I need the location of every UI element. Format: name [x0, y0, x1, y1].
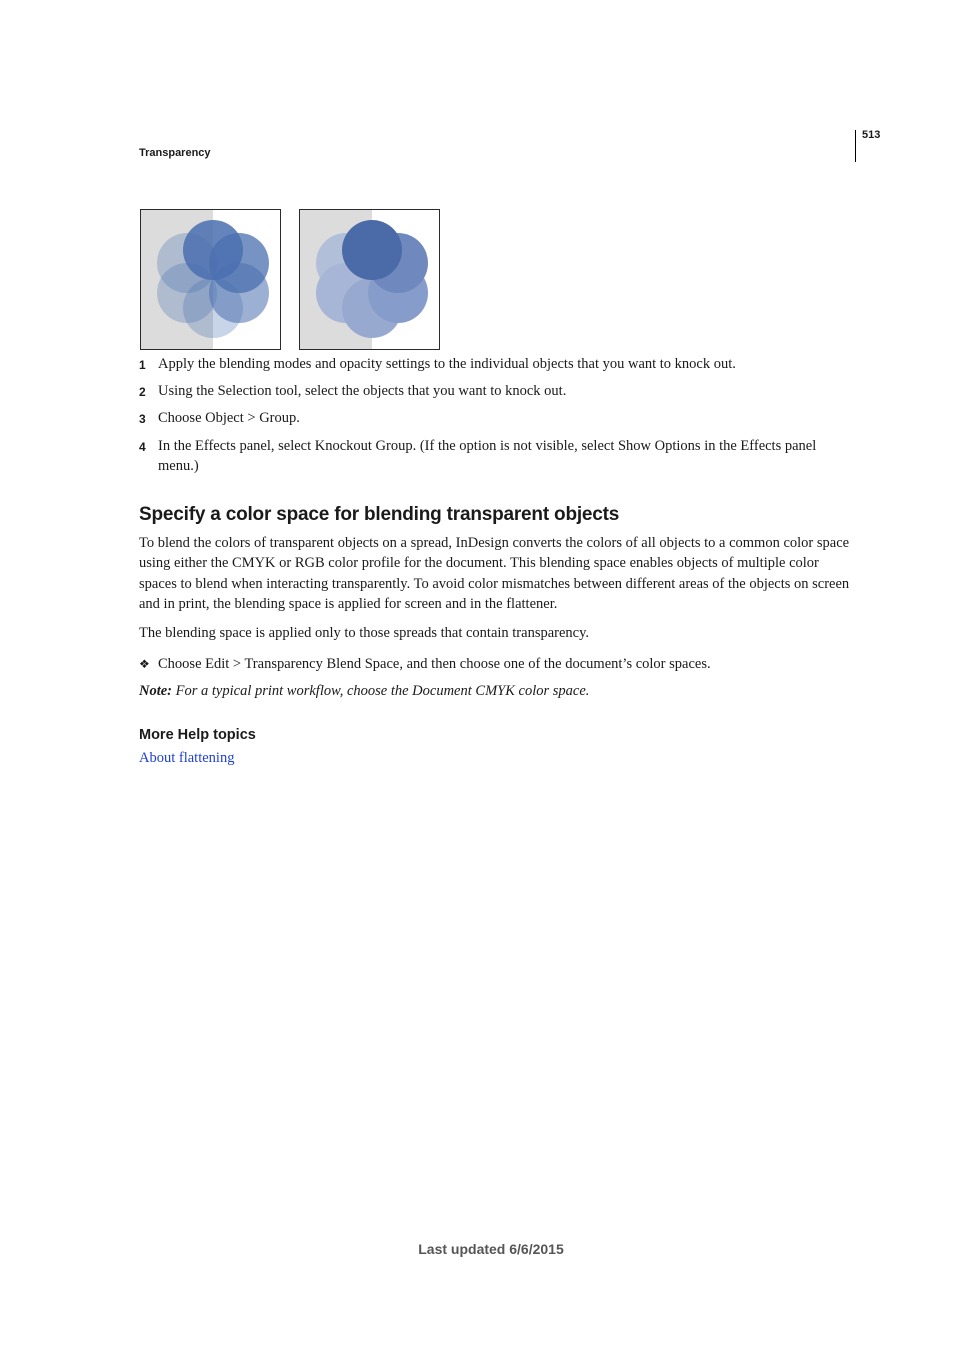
body-paragraph-2: The blending space is applied only to those spreads that contain transparency.	[139, 625, 590, 641]
step-text: In the Effects panel, select Knockout Group. (If the option is not visible, select Show Options in the Effects panel menu.)	[158, 438, 817, 474]
section-label: Transparency	[139, 147, 211, 159]
circles-illustration-knockout	[300, 210, 439, 349]
bullet-diamond-icon: ❖	[139, 657, 150, 671]
step-number: 2	[139, 385, 146, 399]
step-number: 3	[139, 412, 146, 426]
page-number: 513	[862, 129, 881, 141]
figure-without-knockout	[140, 209, 281, 350]
note-label: Note:	[139, 683, 173, 699]
header-divider	[855, 130, 856, 162]
step-text: Using the Selection tool, select the objects that you want to knock out.	[158, 383, 567, 399]
step-number: 4	[139, 440, 146, 454]
note-text: For a typical print workflow, choose the Document CMYK color space.	[175, 683, 590, 699]
step-text: Choose Object > Group.	[158, 410, 300, 426]
section-heading: Specify a color space for blending transparent objects	[139, 504, 620, 525]
body-paragraph-1: To blend the colors of transparent objects on a spread, InDesign converts the colors of all objects to a common color space using either the CMYK or RGB color profile for the document. This blending space enables objects of multiple color spaces to blend when interacting transparently. To avoid color mismatches between different areas of the objects on screen and in print, the blending space is applied for screen and in the flattener.	[139, 535, 850, 613]
figure-with-knockout	[299, 209, 440, 350]
link-about-flattening[interactable]: About flattening	[139, 750, 235, 766]
step-number: 1	[139, 358, 146, 372]
step-text: Apply the blending modes and opacity settings to the individual objects that you want to knock out.	[158, 356, 736, 372]
circles-illustration	[141, 210, 280, 349]
bullet-text: Choose Edit > Transparency Blend Space, and then choose one of the document’s color spaces.	[158, 656, 711, 672]
more-help-title: More Help topics	[139, 727, 256, 743]
circle-top	[342, 220, 402, 280]
note	[139, 681, 589, 701]
footer-last-updated: Last updated 6/6/2015	[418, 1241, 564, 1257]
circle-top	[183, 220, 243, 280]
